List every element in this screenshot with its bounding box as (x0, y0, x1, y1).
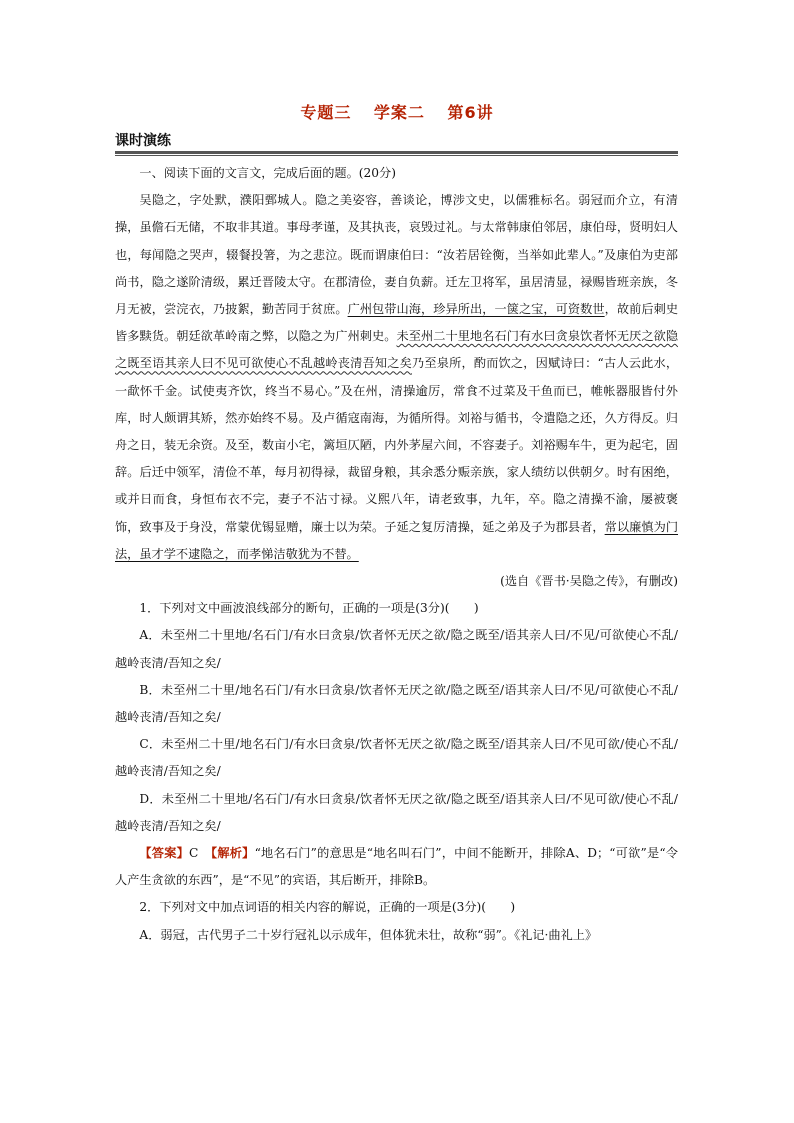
question-1-option-c: C．未至州二十里/地名石门/有水曰贪泉/饮者怀无厌之欲/隐之既至/语其亲人曰/不见可欲/使心不乱/越岭丧清/吾知之矣/ (115, 737, 678, 779)
title-lecture: 第6讲 (447, 103, 494, 122)
heading-rule-thick (115, 151, 678, 154)
question-1-option-a: A．未至州二十里地/名石门/有水曰贪泉/饮者怀无厌之欲/隐之既至/语其亲人曰/不见/可欲使心不乱/越岭丧清/吾知之矣/ (115, 628, 678, 670)
question-1-option-d: D．未至州二十里地/名石门/有水曰贪泉/饮者怀无厌之欲/隐之既至/语其亲人曰/不见可欲/使心不乱/越岭丧清/吾知之矣/ (115, 791, 678, 833)
question-2-stem: 2．下列对文中加点词语的相关内容的解说，正确的一项是(3分)( ) (139, 900, 516, 915)
answer-tag: 【答案】 (139, 846, 190, 861)
page-title (0, 100, 794, 123)
content-body (115, 160, 678, 949)
section-heading: 课时演练 (115, 133, 171, 149)
title-topic: 专题三 (300, 103, 352, 122)
passage-part-1: 吴隐之，字处默，濮阳鄄城人。隐之美姿容，善谈论，博涉文史，以儒雅标名。弱冠而介立，有清操，虽儋石无储，不取非其道。事母孝谨，及其执丧，哀毁过礼。与太常韩康伯邻居，康伯母，贤明妇人也，每闻隐之哭声，辍餐投箸，为之悲泣。既而谓康伯曰：“汝若居铨衡，当举如此辈人。”及康伯为吏部尚书，隐之遂阶清级，累迁晋陵太守。在郡清俭，妻自负薪。迁左卫将军，虽居清显，禄赐皆班亲族，冬月无被，尝浣衣，乃披絮，勤苦同于贫庶。 (115, 193, 678, 317)
heading-rule-thin (115, 155, 678, 156)
question-1-option-b: B．未至州二十里/地名石门/有水曰贪泉/饮者怀无厌之欲/隐之既至/语其亲人曰/不见/可欲使心不乱/越岭丧清/吾知之矣/ (115, 682, 678, 725)
passage-underlined-2: 常以廉慎为门法，虽才学不逮隐之，而孝悌洁敬犹为不替。 (115, 519, 679, 561)
title-case: 学案二 (373, 103, 425, 122)
analysis-text: “地名石门”的意思是“地名叫石门”，中间不能断开，排除A、D；“可欲”是“令人产生贪欲的东西”，是“不见”的宾语，其后断开，排除B。 (115, 846, 679, 888)
answer-value: C (189, 846, 212, 861)
question-1-stem: 1．下列对文中画波浪线部分的断句，正确的一项是(3分)( ) (139, 601, 479, 616)
passage-underlined-1: 广州包带山海，珍异所出，一箧之宝，可资数世 (347, 302, 605, 317)
analysis-tag: 【解析】 (211, 846, 255, 861)
passage-wavy-segment: 未至州二十里地名石门有水曰贪泉饮者怀无厌之欲隐之既至语其亲人曰不见可欲使心不乱越岭丧清吾知之矣 (115, 329, 679, 371)
reading-instruction: 一、阅读下面的文言文，完成后面的题。(20分) (139, 166, 396, 180)
passage-source: (选自《晋书·吴隐之传》，有删改) (500, 574, 678, 589)
passage-part-2: ，故前后刺史皆多黩货。朝廷欲革岭南之弊，以隐之为广州刺史。 (115, 302, 679, 344)
passage-part-3: 乃至泉所，酌而饮之，因赋诗曰：“古人云此水，一歃怀千金。试使夷齐饮，终当不易心。”及在州，清操逾厉，常食不过菜及干鱼而已，帷帐器服皆付外库，时人颇谓其矫，然亦始终不易。及卢循寇南海，为循所得。刘裕与循书，令遣隐之还，久方得反。归舟之日，装无余资。及至，数亩小宅，篱垣仄陋，内外茅屋六间，不容妻子。刘裕赐车牛，更为起宅，固辞。后迁中领军，清俭不革，每月初得禄，裁留身粮，其余悉分赈亲族，家人绩纺以供朝夕。时有困绝，或并日而食，身恒布衣不完，妻子不沾寸禄。义熙八年，请老致事，九年，卒。隐之清操不渝，屡被褒饰，致事及于身没，常蒙优锡显赠，廉士以为荣。子延之复厉清操，延之弟及子为郡县者， (115, 356, 679, 534)
question-1-answer (115, 840, 678, 894)
passage-text (115, 187, 678, 568)
question-2-option-a: A．弱冠，古代男子二十岁行冠礼以示成年，但体犹未壮，故称“弱”。《礼记·曲礼上》 (139, 927, 598, 942)
